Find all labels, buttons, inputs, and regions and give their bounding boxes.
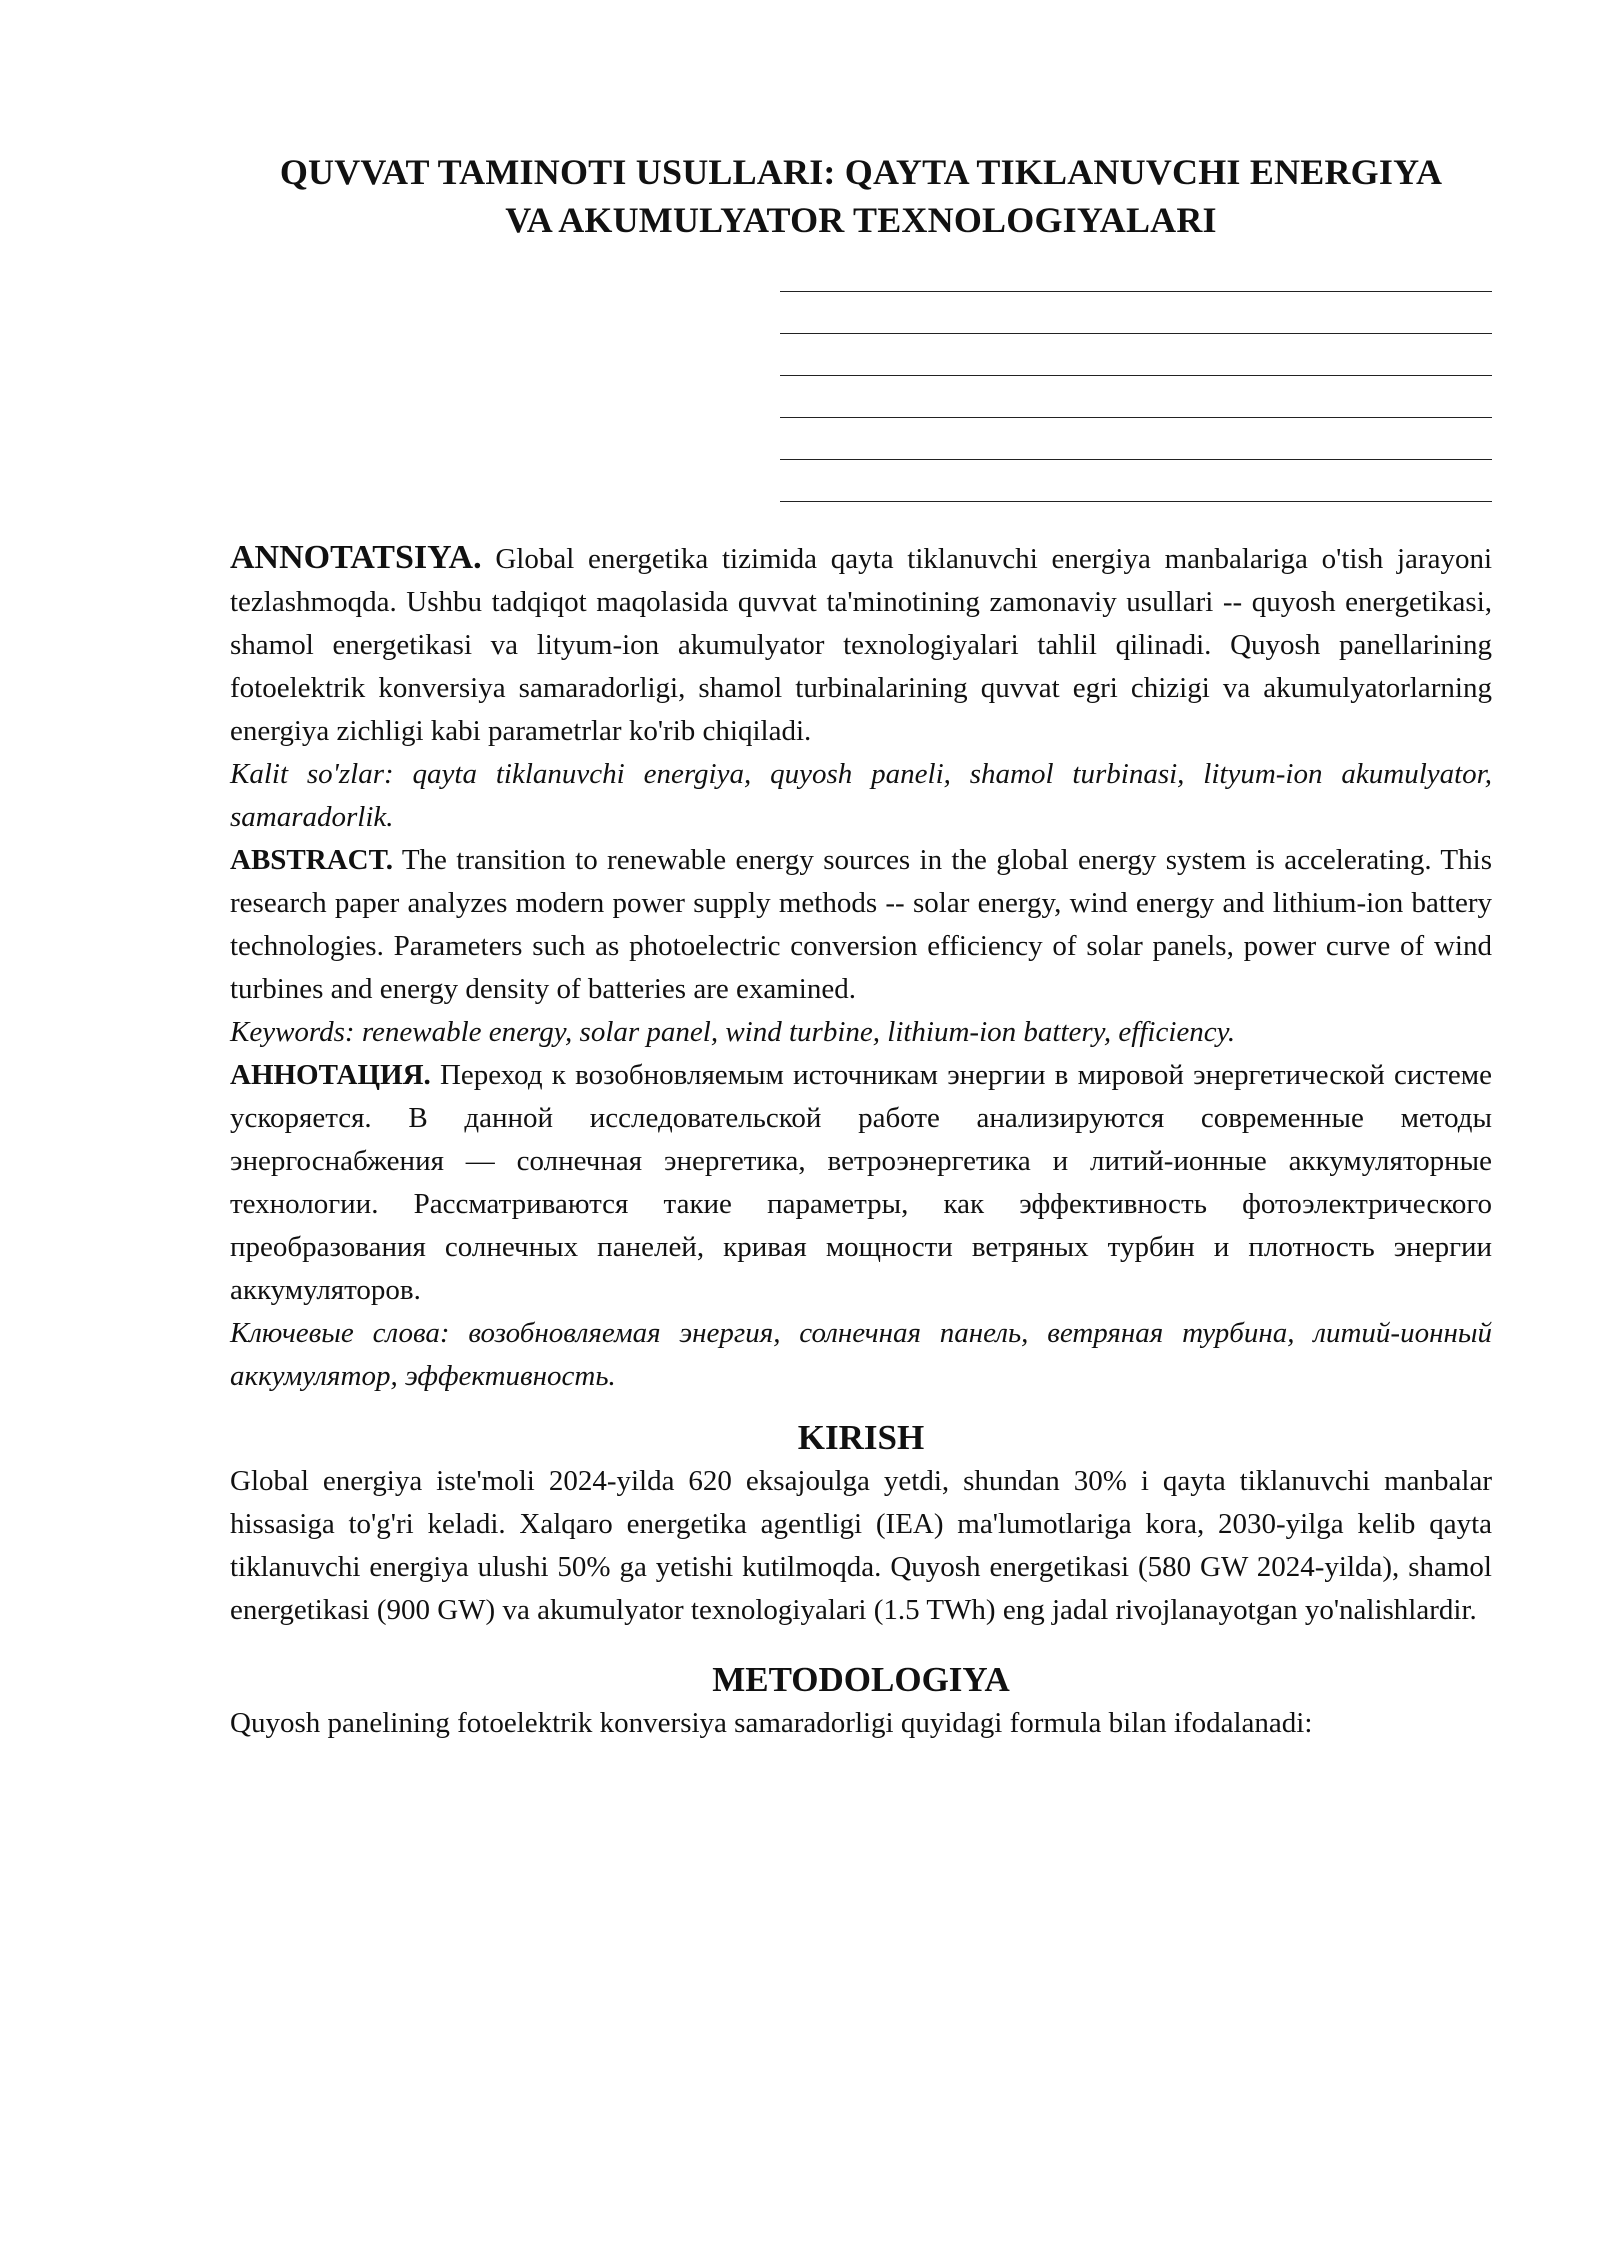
title-line-1: QUVVAT TAMINOTI USULLARI: QAYTA TIKLANUVCHI ENERGIYA: [279, 152, 1443, 192]
author-blank-lines: [780, 250, 1492, 502]
annotatsiya-ru-paragraph: [230, 1054, 1492, 1312]
abstract-paragraph: [230, 839, 1492, 1011]
paper-page: [230, 148, 1492, 1745]
abstract-lead: ABSTRACT.: [230, 844, 394, 876]
keywords: Keywords: renewable energy, solar panel, wind turbine, lithium-ion battery, efficiency.: [230, 1016, 1236, 1048]
annotations-block: [230, 536, 1492, 1398]
kalit-sozlar: Kalit so'zlar: qayta tiklanuvchi energiya, quyosh paneli, shamol turbinasi, lityum-ion akumulyator, samaradorlik.: [230, 758, 1492, 833]
kirish-heading: KIRISH: [797, 1418, 925, 1457]
author-blank-line: [780, 334, 1492, 376]
annotatsiya-lead: ANNOTATSIYA.: [230, 539, 482, 576]
author-blank-line: [780, 292, 1492, 334]
annotatsiya-ru-lead: АННОТАЦИЯ.: [230, 1059, 431, 1091]
author-blank-line: [780, 460, 1492, 502]
author-blank-line: [780, 250, 1492, 292]
title-line-2: VA AKUMULYATOR TEXNOLOGIYALARI: [505, 200, 1217, 240]
annotatsiya-text: Global energetika tizimida qayta tiklanuvchi energiya manbalariga o'tish jarayoni tezlashmoqda. Ushbu tadqiqot maqolasida quvvat ta'minotining zamonaviy usullari -- quyosh energetikasi, shamol energetikasi va lityum-ion akumulyator texnologiyalari tahlil qilinadi. Quyosh panellarining fotoelektrik konversiya samaradorligi, shamol turbinalarining quvvat egri chizigi va akumulyatorlarning energiya zichligi kabi parametrlar ko'rib chiqiladi.: [230, 543, 1492, 747]
abstract-text: The transition to renewable energy sources in the global energy system is accelerating. This research paper analyzes modern power supply methods -- solar energy, wind energy and lithium-ion battery technologies. Parameters such as photoelectric conversion efficiency of solar panels, power curve of wind turbines and energy density of batteries are examined.: [230, 844, 1492, 1005]
metodologiya-text: Quyosh panelining fotoelektrik konversiya samaradorligi quyidagi formula bilan ifodalanadi:: [230, 1707, 1313, 1739]
author-blank-line: [780, 376, 1492, 418]
annotatsiya-ru-text: Переход к возобновляемым источникам энергии в мировой энергетической системе ускоряется. В данной исследовательской работе анализируются современные методы энергоснабжения — солнечная энергетика, ветроэнергетика и литий-ионные аккумуляторные технологии. Рассматриваются такие параметры, как эффективность фотоэлектрического преобразования солнечных панелей, кривая мощности ветряных турбин и плотность энергии аккумуляторов.: [230, 1059, 1493, 1306]
author-blank-line: [780, 418, 1492, 460]
kirish-text: Global energiya iste'moli 2024-yilda 620 eksajoulga yetdi, shundan 30% i qayta tiklanuvchi manbalar hissasiga to'g'ri keladi. Xalqaro energetika agentligi (IEA) ma'lumotlariga kora, 2030-yilga kelib qayta tiklanuvchi energiya ulushi 50% ga yetishi kutilmoqda. Quyosh energetikasi (580 GW 2024-yilda), shamol energetikasi (900 GW) va akumulyator texnologiyalari (1.5 TWh) eng jadal rivojlanayotgan yo'nalishlardir.: [230, 1465, 1492, 1626]
paper-title: [230, 148, 1492, 244]
metodologiya-heading: METODOLOGIYA: [712, 1660, 1010, 1699]
annotatsiya-paragraph: [230, 536, 1492, 753]
kluchevye-slova: Ключевые слова: возобновляемая энергия, солнечная панель, ветряная турбина, литий-ионный аккумулятор, эффективность.: [230, 1317, 1492, 1392]
